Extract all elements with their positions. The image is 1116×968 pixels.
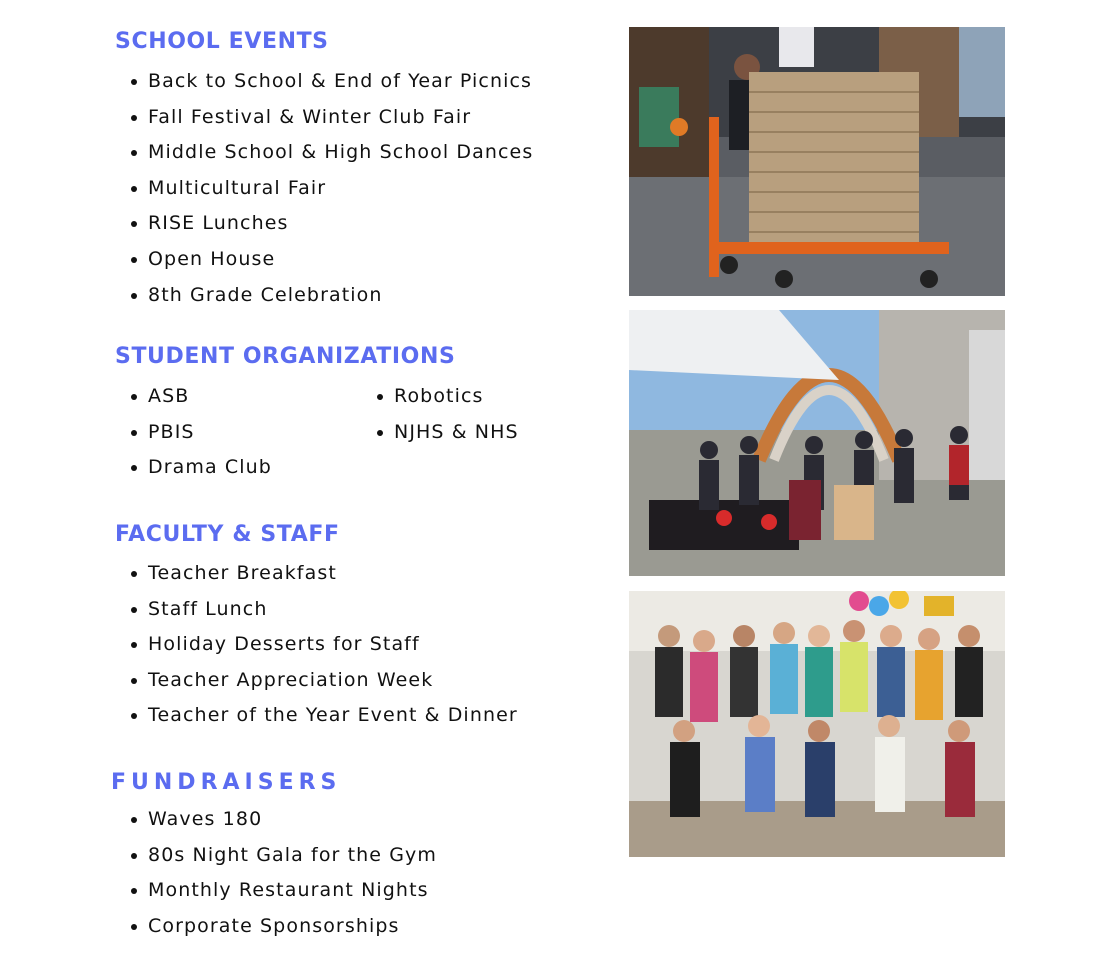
list-item: Robotics: [360, 386, 519, 422]
faculty-staff-list: [114, 563, 518, 741]
list-item: Teacher Appreciation Week: [114, 670, 518, 706]
photo-students-outdoor-table-image: [629, 310, 1005, 576]
list-item: Teacher Breakfast: [114, 563, 518, 599]
photo-pizza-boxes-cart-image: [629, 27, 1005, 296]
student-organizations-list-left: [114, 386, 272, 493]
list-item: Staff Lunch: [114, 599, 518, 635]
list-item: PBIS: [114, 422, 272, 458]
list-item: ASB: [114, 386, 272, 422]
photo-students-outdoor-table: [629, 310, 1005, 576]
list-item: Waves 180: [114, 809, 437, 845]
list-item: Monthly Restaurant Nights: [114, 880, 437, 916]
list-item: Fall Festival & Winter Club Fair: [114, 107, 533, 143]
list-item: Holiday Desserts for Staff: [114, 634, 518, 670]
list-item: Open House: [114, 249, 533, 285]
list-item: Middle School & High School Dances: [114, 142, 533, 178]
fundraisers-heading: FUNDRAISERS: [111, 770, 342, 795]
photo-pizza-boxes-cart: [629, 27, 1005, 296]
student-organizations-list-right: [360, 386, 519, 457]
list-item: NJHS & NHS: [360, 422, 519, 458]
photo-80s-staff-group: [629, 591, 1005, 857]
list-item: RISE Lunches: [114, 213, 533, 249]
list-item: Corporate Sponsorships: [114, 916, 437, 952]
photo-80s-staff-group-image: [629, 591, 1005, 857]
list-item: 80s Night Gala for the Gym: [114, 845, 437, 881]
school-events-list: [114, 71, 533, 320]
list-item: Drama Club: [114, 457, 272, 493]
list-item: Multicultural Fair: [114, 178, 533, 214]
fundraisers-list: [114, 809, 437, 951]
school-events-heading: SCHOOL EVENTS: [115, 29, 329, 54]
faculty-staff-heading: FACULTY & STAFF: [115, 522, 340, 547]
list-item: 8th Grade Celebration: [114, 285, 533, 321]
list-item: Back to School & End of Year Picnics: [114, 71, 533, 107]
list-item: Teacher of the Year Event & Dinner: [114, 705, 518, 741]
student-organizations-heading: STUDENT ORGANIZATIONS: [115, 344, 456, 369]
